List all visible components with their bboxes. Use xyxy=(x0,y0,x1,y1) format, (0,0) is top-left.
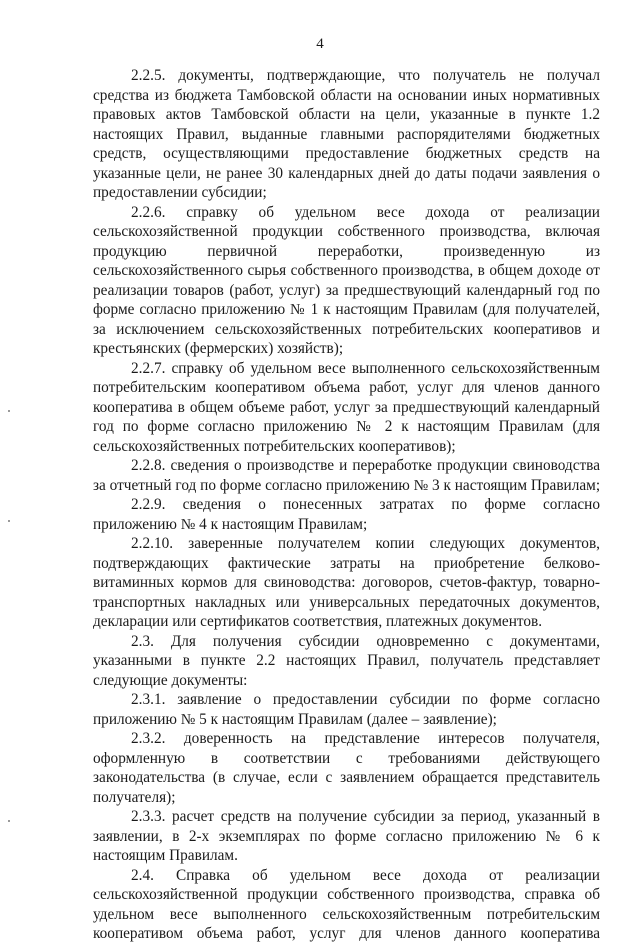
text-line: указанные цели, не ранее 30 календарных дней до даты подачи заявления о xyxy=(93,164,600,182)
text-line: сельскохозяйственной продукции собственного производства, включая xyxy=(93,223,600,240)
text-line: 2.2.8. сведения о производстве и переработке продукции свиноводства xyxy=(131,457,600,474)
text-line: за исключением сельскохозяйственных потребительских кооперативов и xyxy=(93,320,600,338)
paragraph xyxy=(93,690,600,729)
text-line: кооперативом объема работ, услуг для членов данного кооператива xyxy=(93,925,600,942)
text-line: сельскохозяйственных потребительских кооперативов); xyxy=(93,437,456,455)
text-line: 2.3.1. заявление о предоставлении субсидии по форме согласно xyxy=(131,691,600,708)
text-line: транспортных накладных или универсальных передаточных документов, xyxy=(93,593,600,611)
page-number: 4 xyxy=(316,36,324,52)
text-line: приложению № 5 к настоящим Правилам (далее – заявление); xyxy=(93,710,497,728)
text-line: продукцию первичной переработки, произведенную из xyxy=(93,242,600,260)
paragraph xyxy=(93,203,600,359)
text-line: 2.2.7. справку об удельном весе выполненного сельскохозяйственным xyxy=(131,359,600,377)
text-line: настоящим Правилам. xyxy=(93,847,238,864)
text-line: потребительским кооперативом объема работ, услуг для членов данного xyxy=(93,379,600,396)
paragraph xyxy=(93,66,600,203)
paragraph xyxy=(93,359,600,457)
text-line: законодательства (в случае, если с заявлением обращается представитель xyxy=(93,769,600,786)
text-line: предоставлении субсидии; xyxy=(93,184,267,201)
text-line: подтверждающих фактические затраты на приобретение белково- xyxy=(93,554,600,572)
text-line: настоящих Правил, выданные главными распорядителями бюджетных xyxy=(93,125,600,143)
text-line: крестьянских (фермерских) хозяйств); xyxy=(93,340,344,357)
paragraph xyxy=(93,807,600,866)
text-line: оформленную в соответствии с требованиями действующего xyxy=(93,749,600,767)
text-line: 2.4. Справка об удельном весе дохода от реализации xyxy=(131,866,600,884)
paragraph xyxy=(93,632,600,691)
text-line: заявлении, в 2-х экземплярах по форме согласно приложению № 6 к xyxy=(93,827,600,845)
document-body xyxy=(93,66,600,944)
text-line: витаминных кормов для свиноводства: договоров, счетов-фактур, товарно- xyxy=(93,574,600,591)
paragraph xyxy=(93,456,600,495)
scan-artifact xyxy=(8,520,10,522)
text-line: 2.3.2. доверенность на представление интересов получателя, xyxy=(131,730,600,747)
text-line: кооператива в общем объеме работ, услуг за предшествующий календарный xyxy=(93,398,600,416)
paragraph xyxy=(93,729,600,807)
text-line: средства из бюджета Тамбовской области на основании иных нормативных xyxy=(93,86,600,104)
text-line: за отчетный год по форме согласно приложению № 3 к настоящим Правилам; xyxy=(93,476,601,494)
scan-artifact xyxy=(8,820,10,822)
text-line: год по форме согласно приложению № 2 к настоящим Правилам (для xyxy=(93,418,600,435)
text-line: указанными в пункте 2.2 настоящих Правил, получатель представляет xyxy=(93,652,600,669)
text-line: приложению № 4 к настоящим Правилам; xyxy=(93,515,368,533)
text-line: декларации или сертификатов соответствия, платежных документов. xyxy=(93,613,543,630)
text-line: получателя); xyxy=(93,788,176,806)
text-line: 2.3. Для получения субсидии одновременно с документами, xyxy=(131,632,600,650)
text-line: сельскохозяйственного сырья собственного производства, в общем доходе от xyxy=(93,262,600,279)
text-line: 2.2.6. справку об удельном весе дохода от реализации xyxy=(131,203,600,221)
text-line: 2.2.9. сведения о понесенных затратах по форме согласно xyxy=(131,496,600,513)
scan-artifact xyxy=(8,410,10,412)
text-line: сельскохозяйственной продукции собственного производства, справка об xyxy=(93,886,600,903)
text-line: 2.3.3. расчет средств на получение субсидии за период, указанный в xyxy=(131,808,600,825)
text-line: форме согласно приложению № 1 к настоящим Правилам (для получателей, xyxy=(93,301,600,318)
text-line: средств, осуществляющими предоставление бюджетных средств на xyxy=(93,145,600,162)
text-line: 2.2.10. заверенные получателем копии следующих документов, xyxy=(131,535,600,552)
text-line: правовых актов Тамбовской области на цели, указанные в пункте 1.2 xyxy=(93,106,600,123)
text-line: удельном весе выполненного сельскохозяйственным потребительским xyxy=(93,905,600,923)
text-line: реализации товаров (работ, услуг) за предшествующий календарный год по xyxy=(93,281,600,299)
text-line: 2.2.5. документы, подтверждающие, что получатель не получал xyxy=(131,67,600,84)
text-line: следующие документы: xyxy=(93,671,248,689)
paragraph xyxy=(93,495,600,534)
paragraph xyxy=(93,534,600,632)
